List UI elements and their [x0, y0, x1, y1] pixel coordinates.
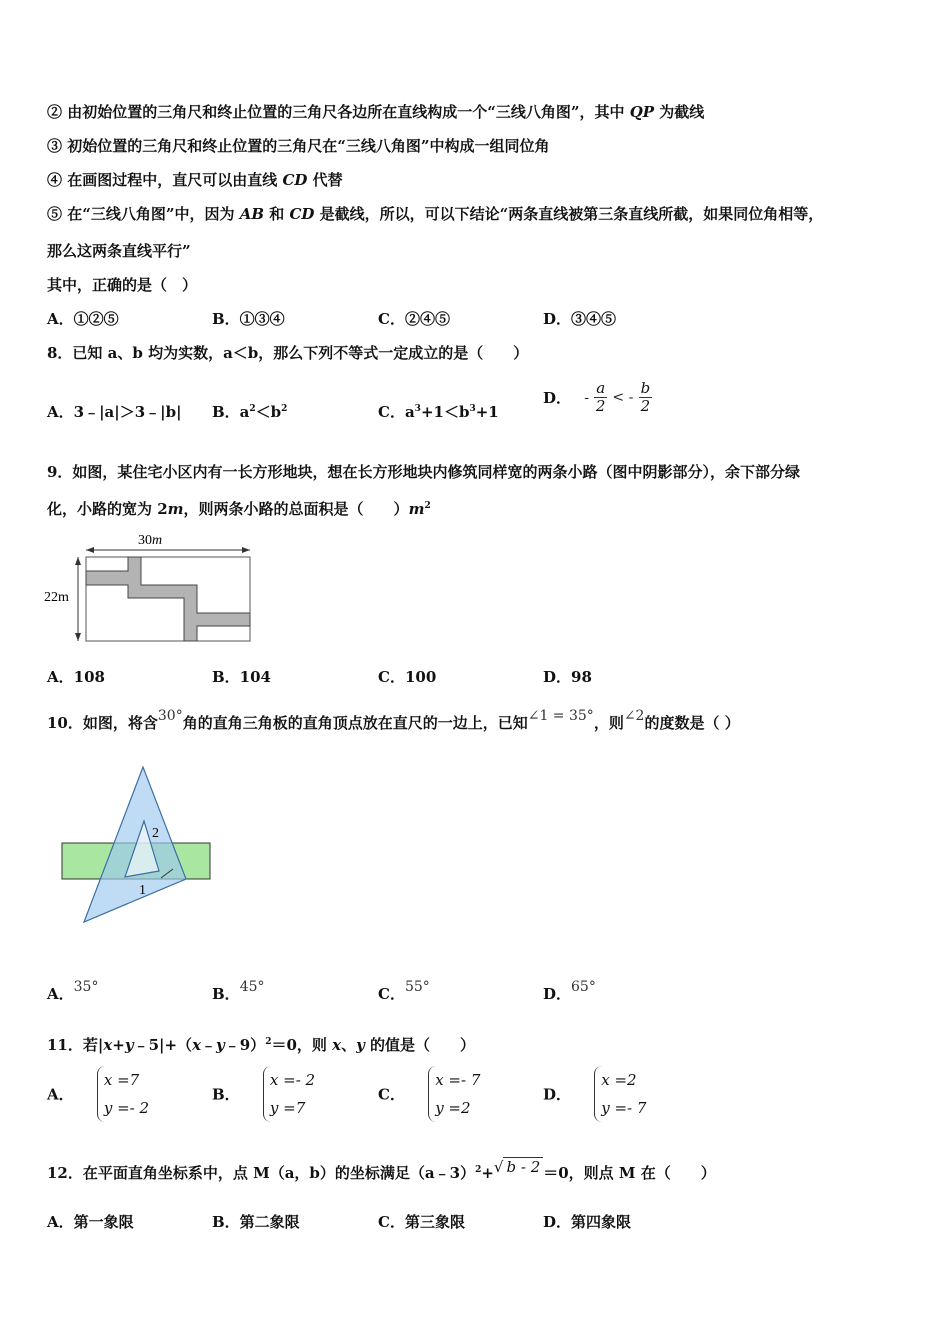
q9-unit-exp: 2: [424, 501, 431, 511]
q7-statement-4: [47, 169, 343, 190]
q8-option-d[interactable]: [543, 380, 652, 415]
q11-y: y: [124, 1036, 134, 1054]
q10-c-value: 55°: [404, 979, 430, 995]
q10-c-letter: C．: [378, 985, 405, 1003]
q8-d-den-b: 2: [640, 397, 651, 415]
q11-plus: +: [112, 1036, 125, 1054]
q10-b-value: 45°: [239, 979, 265, 995]
q11-sep: 、: [341, 1036, 357, 1054]
q7-s5-var2: CD: [289, 205, 315, 223]
q7-option-a[interactable]: A．①②⑤: [47, 310, 119, 328]
q12-option-d[interactable]: D．第四象限: [543, 1213, 632, 1231]
q7-s4-text-b: 代替: [307, 171, 343, 189]
q9-l2-m: m: [167, 500, 184, 518]
q7-option-b[interactable]: B．①③④: [212, 310, 285, 328]
q10-a-letter: A．: [47, 985, 74, 1003]
q7-question: 其中，正确的是（ ）: [47, 276, 198, 294]
q9-arrowhead-bottom: [75, 633, 81, 641]
q8-c-post: +1: [475, 403, 499, 421]
q11-a-letter: A．: [47, 1085, 74, 1104]
q11-b-letter: B．: [212, 1085, 240, 1104]
q9-fig-width-unit: m: [151, 533, 163, 548]
q12-radicand: b - 2: [503, 1157, 543, 1176]
q10-d-value: 65°: [571, 979, 596, 995]
q10-option-c[interactable]: [378, 979, 430, 1004]
q11-a: 11．若|: [47, 1036, 104, 1054]
q10-a-value: 35°: [73, 979, 99, 995]
q7-s2-text-b: 为截线: [654, 103, 705, 121]
q12-plus: +: [481, 1164, 494, 1182]
q9-fig-height-label: 22m: [44, 590, 69, 605]
q8-c-exp2: 3: [469, 404, 476, 414]
q9-figure: [40, 530, 260, 645]
q12-stem: [47, 1158, 716, 1183]
q9-unit: m: [408, 500, 425, 518]
q7-statement-5: [47, 203, 823, 224]
q10-option-a[interactable]: [47, 979, 99, 1004]
q11-option-c[interactable]: [378, 1066, 480, 1122]
q10-label-1: 1: [139, 883, 146, 898]
q11-a-system: [97, 1066, 149, 1122]
q8-d-num-a: a: [596, 379, 606, 397]
q11-e: 的值是（ ）: [364, 1036, 476, 1054]
q9-l2-a: 化，小路的宽为 2: [47, 500, 168, 518]
q12-sqrt: √ b - 2: [494, 1158, 543, 1176]
q8-d-fraction-a: [594, 380, 607, 415]
q11-option-d[interactable]: [543, 1066, 646, 1122]
q7-statement-3: ③ 初始位置的三角尺和终止位置的三角尺在“三线八角图”中构成一组同位角: [47, 137, 550, 155]
q7-s5-text-b: 是截线，所以，可以下结论“两条直线被第三条直线所截，如果同位角相等，: [314, 205, 824, 223]
q12-exp: 2: [475, 1165, 482, 1175]
q9-fig-width-num: 30: [137, 533, 152, 548]
q9-l2-b: ，则两条小路的总面积是（ ）: [183, 500, 409, 518]
q7-option-d[interactable]: D．③④⑤: [543, 310, 617, 328]
q11-y2: y: [216, 1036, 225, 1054]
q11-c-system: [428, 1066, 480, 1122]
q10-stem-c: ，则: [593, 714, 624, 732]
q11-b-eq2: y =7: [269, 1099, 306, 1117]
q10-angle2: ∠2: [623, 708, 645, 724]
q8-stem: 8．已知 a、b 均为实数，a＜b，那么下列不等式一定成立的是（ ）: [47, 344, 529, 362]
q8-option-c[interactable]: [378, 401, 499, 422]
q10-label-2: 2: [152, 826, 159, 841]
q11-b: ﹣5|+（: [133, 1036, 193, 1054]
q7-option-c[interactable]: C．②④⑤: [378, 310, 450, 328]
q7-statement-5-cont: 那么这两条直线平行”: [47, 242, 191, 260]
q10-option-d[interactable]: [543, 979, 596, 1004]
q11-c-eq1: x =- 7: [435, 1071, 481, 1089]
q11-a-eq1: x =7: [103, 1071, 140, 1089]
q10-d-letter: D．: [543, 985, 572, 1003]
q11-d-letter: D．: [543, 1085, 572, 1104]
q11-b-eq1: x =- 2: [269, 1071, 316, 1089]
q10-stem-b: 角的直角三角板的直角顶点放在直尺的一边上，已知: [182, 714, 528, 732]
q11-d: ＝0，则: [271, 1036, 333, 1054]
q7-s5-text-m: 和: [264, 205, 290, 223]
q7-s4-text-a: ④ 在画图过程中，直尺可以由直线: [47, 171, 283, 189]
q10-given-angle: ∠1 = 35°: [527, 708, 594, 724]
q8-d-num-b: b: [640, 379, 651, 397]
q11-d-eq1: x =2: [601, 1071, 637, 1089]
q7-s2-var: QP: [629, 103, 655, 121]
q9-fig-width-label: [138, 533, 162, 548]
q12-option-a[interactable]: A．第一象限: [47, 1213, 134, 1231]
q8-b-pre: B．a: [212, 403, 250, 421]
q11-d-system: [594, 1066, 646, 1122]
q11-b-system: [263, 1066, 315, 1122]
q7-s4-var: CD: [282, 171, 308, 189]
q7-s2-text-a: ② 由初始位置的三角尺和终止位置的三角尺各边所在直线构成一个“三线八角图”，其中: [47, 103, 630, 121]
q11-x: x: [103, 1036, 113, 1054]
q11-exp: 2: [265, 1037, 272, 1047]
q8-b-mid: ＜b: [255, 403, 282, 421]
q9-stem-line2: [47, 498, 431, 519]
q7-s5-var1: AB: [239, 205, 265, 223]
q12-b: ＝0，则点 M 在（ ）: [543, 1164, 716, 1182]
q9-option-d[interactable]: D．98: [543, 668, 592, 686]
q8-d-fraction-b: [639, 380, 653, 415]
q10-b-letter: B．: [212, 985, 240, 1003]
q12-option-c[interactable]: C．第三象限: [378, 1213, 465, 1231]
q10-stem: [47, 708, 740, 733]
q7-s5-text-a: ⑤ 在“三线八角图”中，因为: [47, 205, 240, 223]
q8-b-exp1: 2: [249, 404, 256, 414]
q9-option-b[interactable]: B．104: [212, 668, 271, 686]
q10-stem-a: 10．如图，将含: [47, 714, 158, 732]
q9-option-a[interactable]: A．108: [47, 668, 105, 686]
q11-option-b[interactable]: [212, 1066, 315, 1122]
q8-b-exp2: 2: [281, 404, 288, 414]
q9-arrowhead-left: [86, 547, 94, 553]
q11-x3: x: [332, 1036, 342, 1054]
q10-deg30: 30°: [157, 708, 183, 724]
q12-a: 12．在平面直角坐标系中，点 M（a，b）的坐标满足（a﹣3）: [47, 1164, 476, 1182]
q11-c-eq2: y =2: [435, 1099, 471, 1117]
q9-arrowhead-right: [242, 547, 250, 553]
q11-c-letter: C．: [378, 1085, 405, 1104]
q9-rectangle: [86, 557, 250, 641]
q9-option-c[interactable]: C．100: [378, 668, 437, 686]
q8-option-a[interactable]: A．3﹣|a|＞3﹣|b|: [47, 403, 182, 421]
q9-arrowhead-top: [75, 557, 81, 565]
q8-option-b[interactable]: [212, 401, 287, 422]
q8-c-mid: +1＜b: [420, 403, 470, 421]
q11-c: ﹣9）: [224, 1036, 266, 1054]
q11-d-eq2: y =- 7: [601, 1099, 647, 1117]
q11-a-eq2: y =- 2: [103, 1099, 150, 1117]
q10-option-b[interactable]: [212, 979, 265, 1004]
q11-m1: ﹣: [201, 1036, 217, 1054]
q10-stem-d: 的度数是（ ）: [644, 714, 740, 732]
q8-c-exp1: 3: [414, 404, 421, 414]
q12-option-b[interactable]: B．第二象限: [212, 1213, 300, 1231]
q8-d-lt: < -: [612, 389, 634, 406]
q8-d-den-a: 2: [595, 397, 606, 415]
q11-x2: x: [192, 1036, 202, 1054]
q8-d-minus: -: [584, 389, 589, 406]
q10-figure: [55, 760, 220, 930]
q7-statement-2: [47, 101, 704, 122]
q9-stem-line1: 9．如图，某住宅小区内有一长方形地块，想在长方形地块内修筑同样宽的两条小路（图中阴影部分），余下部分绿: [47, 463, 800, 481]
q11-option-a[interactable]: [47, 1066, 149, 1122]
q8-d-pre: D．: [543, 389, 572, 407]
q11-stem: [47, 1034, 475, 1055]
q11-y3: y: [356, 1036, 365, 1054]
q8-c-pre: C．a: [378, 403, 415, 421]
